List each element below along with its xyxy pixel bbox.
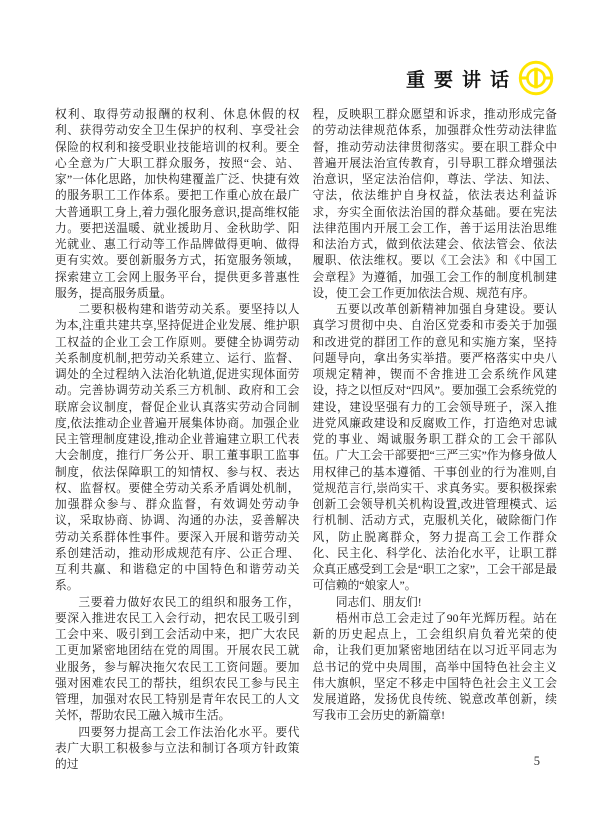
- two-column-text-body: [55, 107, 557, 773]
- page-header-title: 重要讲话: [405, 69, 518, 91]
- paragraph: 权利、取得劳动报酬的权利、休息休假的权利、获得劳动安全卫生保护的权利、享受社会保险的权利和接受职业技能培训的权利。要全心全意为广大职工群众服务，按照“会、站、家”一体化思路，加快构建覆盖广泛、快捷有效的服务职工工作体系。要把工作重心放在最广大普通职工身上,着力强化服务意识,提高维权能力。要把送温暖、就业援助月、金秋助学、阳光就业、惠工行动等工作品牌做得更响、做得更有实效。要创新服务方式，拓宽服务领域，探索建立工会网上服务平台，提供更多普惠性服务，提高服务质量。: [55, 108, 300, 300]
- left-text-column: [55, 107, 300, 773]
- paragraph: 梧州市总工会走过了90年光辉历程。站在新的历史起点上，工会组织肩负着光荣的使命，让我们更加紧密地团结在以习近平同志为总书记的党中央周围，高举中国特色社会主义伟大旗帜，坚定不移走中国特色社会主义工会发展道路，发扬优良传统、锐意改革创新，续写我市工会历史的新篇章!: [312, 611, 557, 723]
- trade-union-emblem-icon: [518, 60, 554, 96]
- paragraph: 程，反映职工群众愿望和诉求，推动形成完备的劳动法律规范体系，加强群众性劳动法律监督，推动劳动法律贯彻落实。要在职工群众中普遍开展法治宣传教育，引导职工群众增强法治意识，坚定法治信仰，尊法、学法、知法、守法，依法维护自身权益，依法表达利益诉求，夯实全面依法治国的群众基础。要在宪法法律范围内开展工会工作，善于运用法治思维和法治方式，做到依法建会、依法管会、依法履职、依法维权。要以《工会法》和《中国工会章程》为遵循，加强工会工作的制度机制建设，使工会工作更加依法合规、规范有序。: [312, 108, 557, 300]
- paragraph: 同志们、朋友们!: [335, 595, 422, 609]
- page-header: [406, 60, 554, 96]
- paragraph: 四要努力提高工会工作法治化水平。要代表广大职工积极参与立法和制订各项方针政策的过: [55, 725, 300, 771]
- paragraph: 二要积极构建和谐劳动关系。要坚持以人为本,注重共建共享,坚持促进企业发展、维护职工权益的企业工会工作原则。要健全协调劳动关系制度机制,把劳动关系建立、运行、监督、调处的全过程纳入法治化轨道,促进实现体面劳动。完善协调劳动关系三方机制、政府和工会联席会议制度，督促企业认真落实劳动合同制度,依法推动企业普遍开展集体协商。加强企业民主管理制度建设,推动企业普遍建立职工代表大会制度，推行厂务公开、职工董事职工监事制度，依法保障职工的知情权、参与权、表达权、监督权。要健全劳动关系矛盾调处机制，加强群众参与、群众监督，有效调处劳动争议，采取协商、协调、沟通的办法，妥善解决劳动关系群体性事件。要深入开展和谐劳动关系创建活动，推动形成规范有序、公正合理、互利共赢、和谐稳定的中国特色和谐劳动关系。: [55, 303, 300, 593]
- paragraph: 五要以改革创新精神加强自身建设。要认真学习贯彻中央、自治区党委和市委关于加强和改进党的群团工作的意见和实施方案，坚持问题导向，拿出务实举措。要严格落实中央八项规定精神，锲而不舍推进工会系统作风建设，持之以恒反对“四风”。要加强工会系统党的建设，建设坚强有力的工会领导班子，深入推进党风廉政建设和反腐败工作，打造绝对忠诚党的事业、竭诚服务职工群众的工会干部队伍。广大工会干部要把“三严三实”作为修身做人用权律己的基本遵循、干事创业的行为准则,自觉规范言行,崇尚实干、求真务实。要积极探索创新工会领导机关机构设置,改进管理模式、运行机制、活动方式，克服机关化，破除衙门作风，防止脱离群众，努力提高工会工作群众化、民主化、科学化、法治化水平，让职工群众真正感受到工会是“职工之家”，工会干部是最可信赖的“娘家人”。: [312, 303, 557, 593]
- right-text-column: [313, 107, 558, 773]
- paragraph: 三要着力做好农民工的组织和服务工作，要深入推进农民工入会行动，把农民工吸引到工会中来、吸引到工会活动中来，把广大农民工更加紧密地团结在党的周围。开展农民工就业服务，参与解决拖欠农民工工资问题。要加强对困难农民工的帮扶，组织农民工参与民主管理，加强对农民工特别是青年农民工的人文关怀，帮助农民工融入城市生活。: [55, 595, 300, 723]
- page-number: 5: [533, 754, 540, 768]
